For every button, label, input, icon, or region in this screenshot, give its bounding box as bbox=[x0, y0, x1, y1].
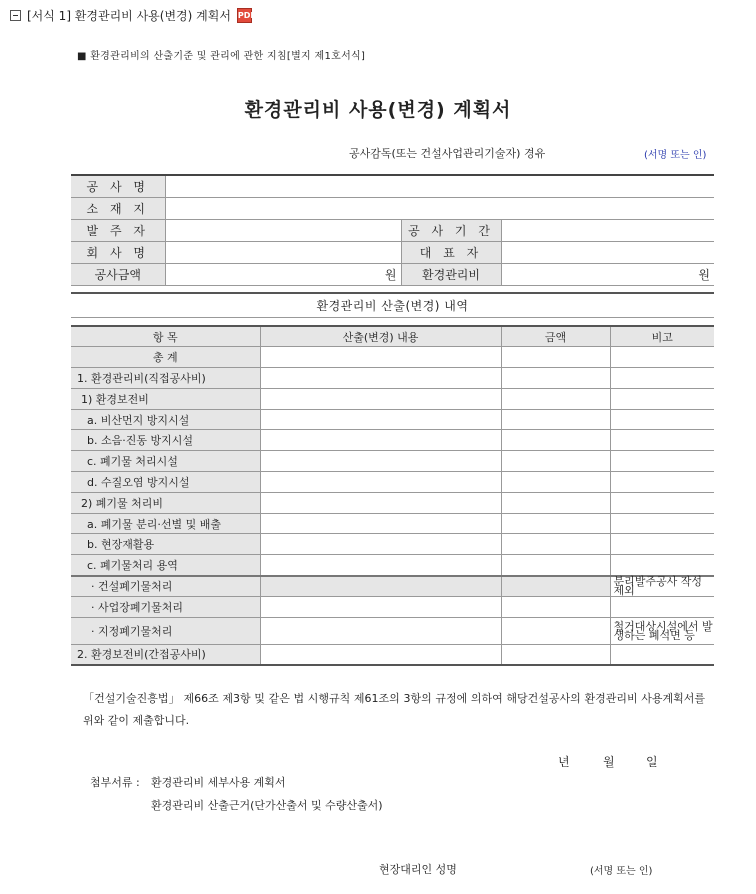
document-title: 환경관리비 사용(변경) 계획서 bbox=[244, 99, 512, 121]
location-label: 소 재 지 bbox=[71, 197, 165, 219]
attachment-item: 환경관리비 세부사용 계획서 bbox=[151, 776, 286, 789]
cost-breakdown-table bbox=[71, 325, 714, 666]
table-row bbox=[71, 534, 714, 555]
row-item: b. 소음·진동 방지시설 bbox=[71, 430, 260, 451]
row-note[interactable] bbox=[610, 388, 714, 409]
table-row bbox=[71, 596, 714, 617]
row-content[interactable] bbox=[260, 451, 501, 472]
amount-unit[interactable]: 원 bbox=[165, 263, 401, 285]
row-content[interactable] bbox=[260, 617, 501, 644]
row-item: 1) 환경보전비 bbox=[71, 388, 260, 409]
company-label: 회 사 명 bbox=[71, 241, 165, 263]
table-row bbox=[71, 430, 714, 451]
env-cost-unit[interactable]: 원 bbox=[501, 263, 714, 285]
table-row bbox=[71, 347, 714, 368]
header-amount: 금액 bbox=[501, 326, 610, 347]
row-note[interactable] bbox=[610, 409, 714, 430]
date-year: 년 bbox=[558, 755, 570, 769]
section-title: 환경관리비 산출(변경) 내역 bbox=[71, 292, 714, 318]
row-item: · 사업장폐기물처리 bbox=[71, 596, 260, 617]
row-item: 2. 환경보전비(간접공사비) bbox=[71, 644, 260, 665]
row-note[interactable] bbox=[610, 368, 714, 389]
site-agent-label: 현장대리인 성명 bbox=[379, 863, 457, 876]
row-item: · 건설폐기물처리 bbox=[71, 576, 260, 597]
submission-statement: 「건설기술진흥법」 제66조 제3항 및 같은 법 시행규칙 제61조의 3항의 규정에 의하여 해당건설공사의 환경관리비 사용계획서를 위와 같이 제출합니다. bbox=[83, 692, 705, 727]
row-content[interactable] bbox=[260, 513, 501, 534]
row-content[interactable] bbox=[260, 472, 501, 493]
row-amount[interactable] bbox=[501, 617, 610, 644]
row-note[interactable] bbox=[610, 347, 714, 368]
table-row bbox=[71, 451, 714, 472]
pdf-icon[interactable]: PDF bbox=[237, 8, 252, 23]
row-content[interactable] bbox=[260, 534, 501, 555]
row-amount[interactable] bbox=[501, 347, 610, 368]
row-content[interactable] bbox=[260, 368, 501, 389]
table-row bbox=[71, 555, 714, 576]
row-item: 총 계 bbox=[71, 347, 260, 368]
table-row bbox=[71, 644, 714, 665]
row-amount[interactable] bbox=[501, 472, 610, 493]
row-item: a. 비산먼지 방지시설 bbox=[71, 409, 260, 430]
client-label: 발 주 자 bbox=[71, 219, 165, 241]
header-content: 산출(변경) 내용 bbox=[260, 326, 501, 347]
row-item: · 지정폐기물처리 bbox=[71, 617, 260, 644]
representative-label: 대 표 자 bbox=[401, 241, 501, 263]
date-day: 일 bbox=[646, 755, 658, 769]
attachments-label: 첨부서류 : bbox=[90, 776, 140, 789]
row-amount[interactable] bbox=[501, 534, 610, 555]
row-note[interactable] bbox=[610, 513, 714, 534]
row-item: 1. 환경관리비(직접공사비) bbox=[71, 368, 260, 389]
row-amount[interactable] bbox=[501, 644, 610, 665]
table-row bbox=[71, 472, 714, 493]
row-content[interactable] bbox=[260, 492, 501, 513]
row-content bbox=[260, 576, 501, 597]
row-note[interactable] bbox=[610, 472, 714, 493]
row-amount[interactable] bbox=[501, 596, 610, 617]
period-value[interactable] bbox=[501, 219, 714, 241]
row-content[interactable] bbox=[260, 596, 501, 617]
table-header-row bbox=[71, 326, 714, 347]
amount-label: 공사금액 bbox=[71, 263, 165, 285]
table-row bbox=[71, 617, 714, 644]
env-cost-label: 환경관리비 bbox=[401, 263, 501, 285]
row-amount[interactable] bbox=[501, 368, 610, 389]
attachment-item: 환경관리비 산출근거(단가산출서 및 수량산출서) bbox=[151, 799, 383, 812]
supervisor-line: 공사감독(또는 건설사업관리기술자) 경유 bbox=[349, 147, 546, 160]
table-row bbox=[71, 576, 714, 597]
row-note[interactable] bbox=[610, 430, 714, 451]
project-name-label: 공 사 명 bbox=[71, 175, 165, 197]
table-row bbox=[71, 409, 714, 430]
project-info-table bbox=[71, 174, 714, 286]
row-content[interactable] bbox=[260, 430, 501, 451]
row-content[interactable] bbox=[260, 555, 501, 576]
form-header bbox=[10, 6, 256, 24]
site-agent-sign-mark: (서명 또는 인) bbox=[590, 866, 653, 877]
row-amount[interactable] bbox=[501, 451, 610, 472]
document-note: ■ 환경관리비의 산출기준 및 관리에 관한 지침[별지 제1호서식] bbox=[77, 51, 366, 62]
row-content[interactable] bbox=[260, 388, 501, 409]
row-note[interactable] bbox=[610, 492, 714, 513]
row-item: c. 폐기물 처리시설 bbox=[71, 451, 260, 472]
row-content[interactable] bbox=[260, 347, 501, 368]
period-label: 공 사 기 간 bbox=[401, 219, 501, 241]
supervisor-sign-mark: (서명 또는 인) bbox=[644, 150, 707, 161]
form-title: [서식 1] 환경관리비 사용(변경) 계획서 bbox=[27, 8, 231, 23]
representative-value[interactable] bbox=[501, 241, 714, 263]
row-note[interactable] bbox=[610, 555, 714, 576]
project-name-value[interactable] bbox=[165, 175, 714, 197]
row-note[interactable] bbox=[610, 644, 714, 665]
location-value[interactable] bbox=[165, 197, 714, 219]
row-amount bbox=[501, 576, 610, 597]
collapse-icon[interactable] bbox=[10, 10, 21, 21]
company-value[interactable] bbox=[165, 241, 401, 263]
table-row bbox=[71, 492, 714, 513]
row-note[interactable] bbox=[610, 534, 714, 555]
row-note[interactable] bbox=[610, 451, 714, 472]
header-item: 항 목 bbox=[71, 326, 260, 347]
row-item: d. 수질오염 방지시설 bbox=[71, 472, 260, 493]
row-amount[interactable] bbox=[501, 513, 610, 534]
table-row bbox=[71, 388, 714, 409]
row-content[interactable] bbox=[260, 409, 501, 430]
row-note: 분리발주공사 작성 제외 bbox=[610, 576, 714, 597]
row-note[interactable] bbox=[610, 596, 714, 617]
row-note: 철거대상시설에서 발생하는 폐석면 등 bbox=[610, 617, 714, 644]
row-amount[interactable] bbox=[501, 388, 610, 409]
row-item: a. 폐기물 분리·선별 및 배출 bbox=[71, 513, 260, 534]
table-row bbox=[71, 513, 714, 534]
table-row bbox=[71, 368, 714, 389]
header-note: 비고 bbox=[610, 326, 714, 347]
row-amount[interactable] bbox=[501, 430, 610, 451]
row-amount[interactable] bbox=[501, 409, 610, 430]
date-month: 월 bbox=[603, 755, 615, 769]
row-item: b. 현장재활용 bbox=[71, 534, 260, 555]
row-amount[interactable] bbox=[501, 555, 610, 576]
client-value[interactable] bbox=[165, 219, 401, 241]
row-content[interactable] bbox=[260, 644, 501, 665]
row-amount[interactable] bbox=[501, 492, 610, 513]
row-item: 2) 폐기물 처리비 bbox=[71, 492, 260, 513]
row-item: c. 폐기물처리 용역 bbox=[71, 555, 260, 576]
